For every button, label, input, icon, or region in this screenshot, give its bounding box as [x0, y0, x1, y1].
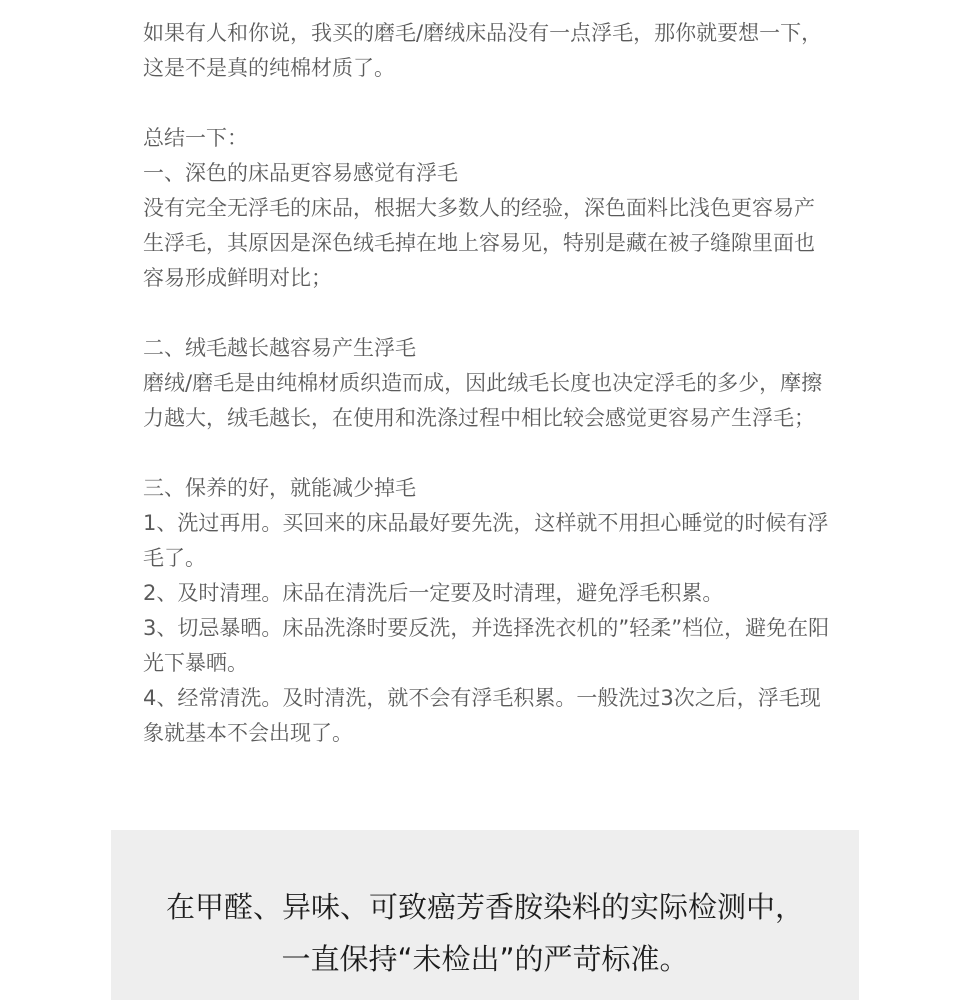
section-2-title: 二、绒毛越长越容易产生浮毛: [143, 336, 416, 360]
article-body: [143, 16, 833, 751]
spacer: [143, 86, 833, 121]
section-1-title: 一、深色的床品更容易感觉有浮毛: [143, 161, 458, 185]
care-tip-item: 2、及时清理。床品在清洗后一定要及时清理，避免浮毛积累。: [143, 581, 724, 605]
spacer: [143, 296, 833, 331]
spacer: [143, 436, 833, 471]
summary-heading: 总结一下：: [143, 126, 248, 150]
section-2-body: 磨绒/磨毛是由纯棉材质织造而成，因此绒毛长度也决定浮毛的多少，摩擦力越大，绒毛越长，在使用和洗涤过程中相比较会感觉更容易产生浮毛；: [143, 371, 823, 430]
care-tip-item: 4、经常清洗。及时清洗，就不会有浮毛积累。一般洗过3次之后，浮毛现象就基本不会出现了。: [143, 686, 821, 745]
banner-line-1: 在甲醛、异味、可致癌芳香胺染料的实际检测中，: [165, 890, 804, 924]
intro-paragraph: 如果有人和你说，我买的磨毛/磨绒床品没有一点浮毛，那你就要想一下，这是不是真的纯棉材质了。: [143, 21, 823, 80]
banner-line-2: 一直保持“未检出”的严苛标准。: [281, 942, 689, 976]
section-1-body: 没有完全无浮毛的床品，根据大多数人的经验，深色面料比浅色更容易产生浮毛，其原因是深色绒毛掉在地上容易见，特别是藏在被子缝隙里面也容易形成鲜明对比；: [143, 196, 815, 290]
care-tip-item: 1、洗过再用。买回来的床品最好要先洗，这样就不用担心睡觉的时候有浮毛了。: [143, 511, 829, 570]
care-tip-item: 3、切忌暴晒。床品洗涤时要反洗，并选择洗衣机的”轻柔”档位，避免在阳光下暴晒。: [143, 616, 830, 675]
quality-banner: [111, 830, 859, 1000]
section-3-title: 三、保养的好，就能减少掉毛: [143, 476, 416, 500]
